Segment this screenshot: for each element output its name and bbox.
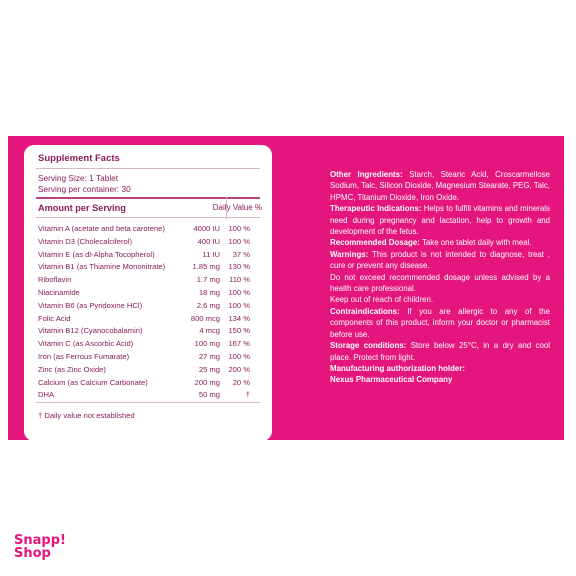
daily-value-header: Daily Value % (212, 203, 262, 212)
nutrient-amount: 400 IU (197, 236, 220, 246)
nutrient-daily-value: † (245, 390, 250, 400)
manufacturer-label-text: Manufacturing authorization holder: (330, 363, 466, 373)
nutrient-amount: 18 mg (198, 288, 220, 297)
manufacturer-label (330, 363, 550, 374)
recommended-dosage (330, 237, 550, 248)
warnings (330, 249, 550, 272)
serving-size: Serving Size: 1 Tablet (38, 173, 119, 183)
logo-line-1: Snapp! (14, 533, 66, 548)
nutrient-daily-value: 100 % (228, 352, 250, 361)
contraindications (330, 306, 550, 340)
table-row (38, 237, 262, 249)
nutrient-daily-value: 100 % (228, 300, 250, 310)
table-row (38, 326, 262, 338)
table-row (38, 301, 262, 313)
dosage-label: Recommended Dosage: (330, 238, 420, 248)
other-ingredients-text: Starch, Stearic Acid, Croscarmellose Sodium, Talc, Silicon Dioxide, Magnesium Stearate, PEG, Talc, HPMC, Titanium Dioxide, Iron Oxide. (330, 170, 550, 202)
nutrient-name: Vitamin D3 (Cholecalciferol) (38, 236, 132, 246)
other-ingredients-label: Other Ingredients: (330, 170, 403, 179)
nutrient-amount: 1.85 mg (192, 262, 220, 272)
nutrient-daily-value: 100 % (228, 288, 250, 297)
supplement-facts-title: Supplement Facts (38, 153, 120, 164)
table-row (38, 262, 262, 274)
nutrient-daily-value: 200 % (228, 364, 250, 374)
nutrient-name: Vitamin B12 (Cyanocobalamin) (38, 326, 143, 336)
warnings-2: Do not exceed recommended dosage unless advised by a health care professional. (330, 272, 550, 294)
nutrient-daily-value: 37 % (232, 249, 250, 259)
storage-conditions (330, 340, 550, 363)
footnote: † Daily value not established (38, 411, 135, 420)
table-row (38, 352, 262, 364)
nutrient-name: Folic Acid (38, 313, 71, 323)
nutrient-amount: 25 mg (198, 364, 220, 374)
storage-label: Storage conditions: (330, 341, 407, 351)
nutrient-name: Niacinamide (38, 288, 80, 297)
nutrient-name: Vitamin B6 (as Pyridoxine HCl) (38, 300, 143, 310)
table-row (38, 339, 262, 351)
manufacturer-name-text: Nexus Pharmaceutical Company (330, 375, 453, 385)
nutrient-amount: 800 mcg (190, 313, 220, 323)
divider (36, 402, 260, 403)
nutrient-amount: 100 mg (194, 339, 220, 349)
nutrient-name: Vitamin A (acetate and beta carotene) (38, 224, 165, 233)
contraindications-text: If you are allergic to any of the components of this product, inform your doctor or pharmacist before use. (330, 306, 550, 339)
nutrient-amount: 27 mg (198, 352, 220, 361)
nutrient-amount: 50 mg (198, 390, 220, 400)
table-row (38, 275, 262, 287)
nutrient-amount: 1.7 mg (196, 275, 220, 285)
divider (36, 217, 260, 218)
supplement-facts-panel (24, 145, 272, 441)
warnings-label: Warnings: (330, 249, 369, 259)
nutrient-amount: 11 IU (202, 249, 220, 259)
manufacturer-name (330, 374, 550, 385)
nutrient-name: Zinc (as Zinc Oxide) (38, 364, 106, 374)
table-row (38, 224, 262, 236)
dosage-text: Take one tablet daily with meal. (419, 238, 532, 248)
table-row (38, 365, 262, 377)
nutrient-amount: 4 mcg (199, 326, 220, 336)
warnings-text: This product is not intended to diagnose, treat , cure or prevent any disease. (330, 249, 550, 271)
nutrient-daily-value: 110 % (229, 275, 250, 285)
nutrient-daily-value: 134 % (228, 313, 250, 323)
therapeutic-indications (330, 203, 550, 237)
nutrient-daily-value: 167 % (228, 339, 250, 349)
nutrient-name: Iron (as Ferrous Fumarate) (38, 352, 130, 361)
table-row (38, 390, 262, 402)
product-info (330, 169, 550, 386)
table-row (38, 314, 262, 326)
amount-per-serving-header: Amount per Serving (38, 203, 126, 213)
divider (36, 168, 260, 169)
nutrient-name: DHA (38, 390, 55, 400)
table-row (38, 288, 262, 300)
snapp-shop-logo (14, 534, 66, 560)
nutrient-name: Vitamin C (as Ascorbic Acid) (38, 339, 134, 349)
nutrient-amount: 2.6 mg (196, 300, 220, 310)
nutrient-name: Riboflavin (38, 275, 72, 285)
table-row (38, 378, 262, 390)
nutrient-name: Calcium (as Calcium Carbonate) (38, 377, 148, 387)
contraindications-label: Contraindications: (330, 306, 400, 316)
therapeutic-text: Helps to fulfill vitamins and minerals need during pregnancy and lactation, help to growth and development of the fetus. (330, 204, 550, 237)
logo-line-2: Shop (14, 546, 51, 561)
nutrient-daily-value: 20 % (232, 377, 250, 387)
nutrient-name: Vitamin E (as dl-Alpha Tocopherol) (38, 249, 155, 259)
storage-text: Store below 25°C, in a dry and cool place. Protect from light. (330, 341, 550, 362)
nutrient-amount: 4000 IU (193, 224, 220, 233)
warnings-3: Keep out of reach of children. (330, 295, 434, 305)
nutrient-daily-value: 100 % (228, 236, 250, 246)
nutrient-daily-value: 150 % (228, 326, 250, 336)
nutrient-amount: 200 mg (194, 377, 220, 387)
nutrient-daily-value: 130 % (228, 262, 250, 272)
nutrient-name: Vitamin B1 (as Thiamine Mononitrate) (38, 262, 166, 272)
nutrient-daily-value: 100 % (228, 224, 250, 233)
servings-per-container: Serving per container: 30 (38, 184, 131, 194)
table-row (38, 250, 262, 262)
therapeutic-label: Therapeutic Indications: (330, 204, 422, 214)
other-ingredients (330, 169, 550, 203)
